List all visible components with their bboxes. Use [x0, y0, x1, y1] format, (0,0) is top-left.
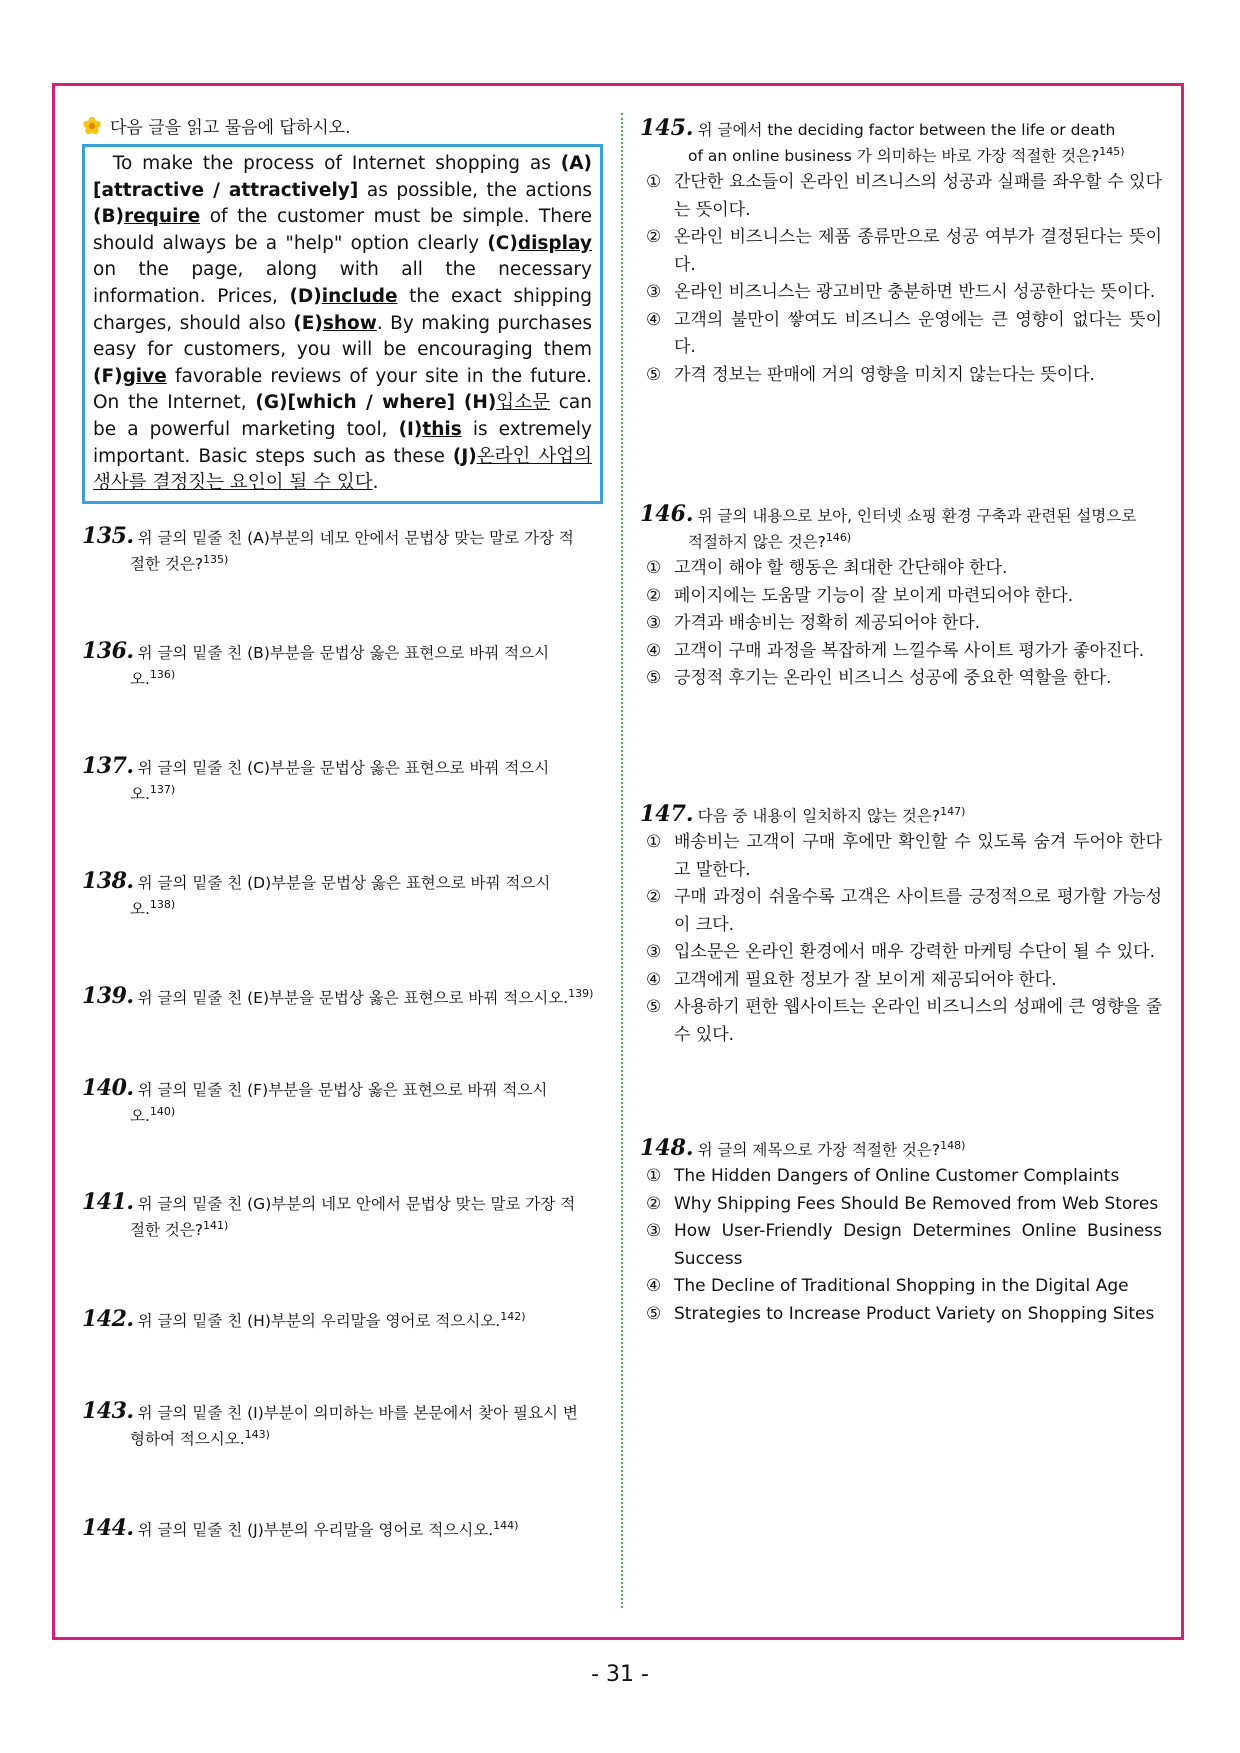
footnote-ref: 148) [940, 1139, 966, 1152]
option-mark: ② [646, 1193, 662, 1214]
passage-text: as possible, the actions [366, 179, 592, 201]
question-number: 148. [640, 1135, 694, 1162]
blank-h-word: 입소문 [496, 392, 550, 414]
passage-text: favorable reviews of your site in the future. On the Internet, [93, 365, 592, 414]
footnote-ref: 135) [203, 553, 229, 566]
footnote-ref: 140) [149, 1105, 176, 1118]
question-number: 143. [82, 1398, 134, 1424]
blank-e-word: show [322, 312, 377, 334]
option-list [640, 829, 1162, 1049]
question-136 [82, 640, 603, 690]
flower-icon [82, 116, 102, 136]
passage-text: . [372, 472, 379, 494]
question-143 [82, 1400, 603, 1450]
option-mark: ③ [646, 1221, 662, 1242]
option-text: 페이지에는 도움말 기능이 잘 보이게 마련되어야 한다. [674, 585, 1074, 606]
option-mark: ④ [646, 969, 662, 990]
question-145 [640, 117, 1162, 389]
option[interactable] [640, 1218, 1162, 1273]
option-text: 가격과 배송비는 정확히 제공되어야 한다. [674, 613, 981, 634]
option-text: The Hidden Dangers of Online Customer Complaints [674, 1166, 1120, 1187]
option-mark: ① [646, 172, 662, 193]
option-mark: ⑤ [646, 668, 662, 689]
question-number: 146. [640, 501, 694, 527]
question-number: 141. [82, 1189, 134, 1215]
footnote-ref: 146) [825, 531, 852, 544]
option-text: Strategies to Increase Product Variety on Shopping Sites [674, 1303, 1155, 1324]
question-142 [82, 1306, 603, 1332]
option[interactable] [640, 994, 1162, 1049]
option-text: 사용하기 편한 웹사이트는 온라인 비즈니스의 성패에 큰 영향을 줄 수 있다. [674, 997, 1162, 1045]
option[interactable] [640, 1301, 1162, 1329]
footnote-ref: 139) [568, 987, 594, 1000]
blank-g: (G)[which / where] [255, 392, 456, 414]
footnote-ref: 144) [493, 1519, 519, 1532]
blank-i-label: (I) [398, 418, 423, 440]
question-137 [82, 755, 603, 805]
option-mark: ③ [646, 613, 662, 634]
blank-a: (A)[attractive / attractively] [93, 153, 592, 201]
option-mark: ① [646, 558, 662, 579]
footnote-ref: 147) [940, 805, 966, 818]
question-text: 위 글의 밑줄 친 (H)부분의 우리말을 영어로 적으시오. [137, 1312, 501, 1331]
option[interactable] [640, 610, 1162, 638]
blank-d-word: include [321, 285, 398, 307]
passage-text: . By making purchases easy for customers, you will be encouraging them [93, 312, 592, 361]
question-number: 145. [640, 115, 694, 141]
question-text: 위 글에서 the deciding factor between the life or death [697, 121, 1116, 139]
question-text: 위 글의 밑줄 친 (G)부분의 네모 안에서 문법상 맞는 말로 가장 적 [137, 1195, 576, 1213]
option-text: 고객이 구매 과정을 복잡하게 느낄수록 사이트 평가가 좋아진다. [674, 640, 1145, 661]
question-text-cont: 절한 것은? [130, 1221, 204, 1240]
question-text: 위 글의 밑줄 친 (J)부분의 우리말을 영어로 적으시오. [137, 1521, 494, 1540]
question-144 [82, 1515, 603, 1541]
question-number: 136. [82, 638, 134, 664]
question-text: 다음 중 내용이 일치하지 않는 것은? [697, 807, 941, 826]
option-text: 입소문은 온라인 환경에서 매우 강력한 마케팅 수단이 될 수 있다. [674, 942, 1156, 963]
blank-i-word: this [422, 418, 462, 440]
blank-f-word: give [122, 365, 167, 387]
option[interactable] [640, 583, 1162, 611]
option-text: 긍정적 후기는 온라인 비즈니스 성공에 중요한 역할을 한다. [674, 668, 1112, 689]
option-text: 고객이 해야 할 행동은 최대한 간단해야 한다. [674, 558, 1008, 579]
option-mark: ② [646, 887, 662, 908]
question-text-cont: 오. [130, 785, 150, 804]
option[interactable] [640, 638, 1162, 666]
question-text-cont: 형하여 적으시오. [130, 1430, 245, 1449]
option-text: 온라인 비즈니스는 광고비만 충분하면 반드시 성공한다는 뜻이다. [674, 282, 1156, 303]
option[interactable] [640, 362, 1162, 390]
option-list [640, 555, 1162, 693]
option[interactable] [640, 884, 1162, 939]
footnote-ref: 142) [500, 1310, 526, 1323]
footnote-ref: 136) [149, 668, 176, 681]
option-mark: ④ [646, 1276, 662, 1297]
option-text: 가격 정보는 판매에 거의 영향을 미치지 않는다는 뜻이다. [674, 364, 1095, 385]
question-number: 147. [640, 801, 694, 828]
question-text-cont: 절한 것은? [130, 555, 204, 574]
option-mark: ② [646, 227, 662, 248]
option-text: 배송비는 고객이 구매 후에만 확인할 수 있도록 숨겨 두어야 한다고 말한다. [674, 832, 1162, 880]
question-number: 140. [82, 1075, 134, 1101]
question-text: 위 글의 밑줄 친 (F)부분을 문법상 옳은 표현으로 바꿔 적으시 [137, 1081, 548, 1099]
question-number: 138. [82, 868, 134, 894]
option-text: How User-Friendly Design Determines Online Business Success [674, 1221, 1162, 1269]
footnote-ref: 137) [149, 783, 176, 796]
option[interactable] [640, 939, 1162, 967]
footnote-ref: 141) [203, 1219, 229, 1232]
option[interactable] [640, 829, 1162, 884]
question-number: 137. [82, 753, 134, 779]
option[interactable] [640, 967, 1162, 995]
question-text: 위 글의 내용으로 보아, 인터넷 쇼핑 환경 구축과 관련된 설명으로 [697, 507, 1137, 525]
option-mark: ④ [646, 309, 662, 330]
passage-text: can be a powerful marketing tool, [93, 392, 592, 440]
passage-text: of the customer must be simple. There should always be a "help" option clearly [93, 206, 592, 254]
question-text-cont: 적절하지 않은 것은? [688, 533, 826, 552]
option-mark: ① [646, 1166, 662, 1187]
option-mark: ③ [646, 942, 662, 963]
question-text: 위 글의 제목으로 가장 적절한 것은? [697, 1141, 941, 1160]
question-141 [82, 1191, 603, 1241]
passage-text: To make the process of Internet shopping as [112, 153, 551, 174]
passage-text: is extremely important. Basic steps such as these [93, 418, 592, 467]
footnote-ref: 145) [1099, 145, 1125, 158]
question-number: 135. [82, 523, 134, 549]
question-text: 위 글의 밑줄 친 (B)부분을 문법상 옳은 표현으로 바꿔 적으시 [137, 644, 550, 662]
option-text: 고객의 불만이 쌓여도 비즈니스 운영에는 큰 영향이 없다는 뜻이다. [674, 309, 1162, 358]
blank-b-word: require [124, 206, 201, 228]
option-mark: ③ [646, 282, 662, 303]
question-text-cont: 오. [130, 900, 150, 919]
instruction-text: 다음 글을 읽고 물음에 답하시오. [110, 118, 351, 138]
page-number: - 31 - [591, 1662, 649, 1687]
option-mark: ⑤ [646, 364, 662, 385]
blank-c-label: (C) [487, 232, 518, 254]
blank-h-label: (H) [463, 392, 497, 414]
blank-e-label: (E) [293, 312, 323, 334]
blank-d-label: (D) [289, 285, 322, 307]
question-text: 위 글의 밑줄 친 (I)부분이 의미하는 바를 본문에서 찾아 필요시 변 [137, 1404, 578, 1422]
question-number: 144. [82, 1515, 134, 1542]
blank-c-word: display [517, 232, 592, 254]
option[interactable] [640, 1191, 1162, 1219]
question-140 [82, 1077, 603, 1127]
blank-f-label: (F) [93, 365, 123, 387]
question-text: 위 글의 밑줄 친 (C)부분을 문법상 옳은 표현으로 바꿔 적으시 [137, 759, 550, 777]
reading-passage [82, 144, 603, 504]
question-138 [82, 870, 603, 920]
option-mark: ④ [646, 640, 662, 661]
question-146 [640, 503, 1162, 693]
option[interactable] [640, 1163, 1162, 1191]
option-mark: ② [646, 585, 662, 606]
option-text: 구매 과정이 쉬울수록 고객은 사이트를 긍정적으로 평가할 가능성이 크다. [674, 887, 1162, 935]
question-text: 위 글의 밑줄 친 (E)부분을 문법상 옳은 표현으로 바꿔 적으시오. [137, 989, 569, 1008]
question-148 [640, 1135, 1162, 1328]
option[interactable] [640, 307, 1162, 362]
question-text-cont: 오. [130, 1107, 150, 1126]
option-text: 고객에게 필요한 정보가 잘 보이게 제공되어야 한다. [674, 969, 1057, 990]
option-mark: ⑤ [646, 997, 662, 1018]
blank-j-label: (J) [452, 445, 477, 467]
option-list [640, 169, 1162, 389]
option-text: Why Shipping Fees Should Be Removed from Web Stores [674, 1193, 1159, 1214]
option[interactable] [640, 1273, 1162, 1301]
footnote-ref: 138) [149, 898, 176, 911]
question-text-cont: 오. [130, 670, 150, 689]
question-135 [82, 525, 603, 575]
option-text: 온라인 비즈니스는 제품 종류만으로 성공 여부가 결정된다는 뜻이다. [674, 227, 1162, 275]
left-column [82, 113, 603, 1542]
question-number: 142. [82, 1306, 134, 1333]
question-147 [640, 801, 1162, 1049]
option[interactable] [640, 169, 1162, 224]
option-text: 간단한 요소들이 온라인 비즈니스의 성공과 실패를 좌우할 수 있다는 뜻이다. [674, 172, 1162, 220]
footnote-ref: 143) [244, 1428, 270, 1441]
option[interactable] [640, 555, 1162, 583]
option-list [640, 1163, 1162, 1328]
option-mark: ① [646, 832, 662, 853]
option[interactable] [640, 224, 1162, 279]
passage-text: the exact shipping charges, should also [93, 285, 592, 334]
option[interactable] [640, 279, 1162, 307]
passage-text: on the page, along with all the necessary information. Prices, [93, 259, 592, 307]
question-text-cont: of an online business 가 의미하는 바로 가장 적절한 것은? [688, 147, 1100, 166]
question-number: 139. [82, 983, 134, 1010]
option-mark: ⑤ [646, 1303, 662, 1324]
question-text: 위 글의 밑줄 친 (A)부분의 네모 안에서 문법상 맞는 말로 가장 적 [137, 529, 574, 547]
instruction-line [82, 113, 603, 138]
blank-b-label: (B) [93, 206, 125, 228]
blank-j-word: 온라인 사업의 생사를 결정짓는 요인이 될 수 있다 [93, 445, 592, 494]
column-divider [621, 113, 623, 1608]
question-139 [82, 983, 603, 1009]
question-text: 위 글의 밑줄 친 (D)부분을 문법상 옳은 표현으로 바꿔 적으시 [137, 874, 551, 892]
option[interactable] [640, 665, 1162, 693]
option-text: The Decline of Traditional Shopping in the Digital Age [674, 1276, 1129, 1297]
